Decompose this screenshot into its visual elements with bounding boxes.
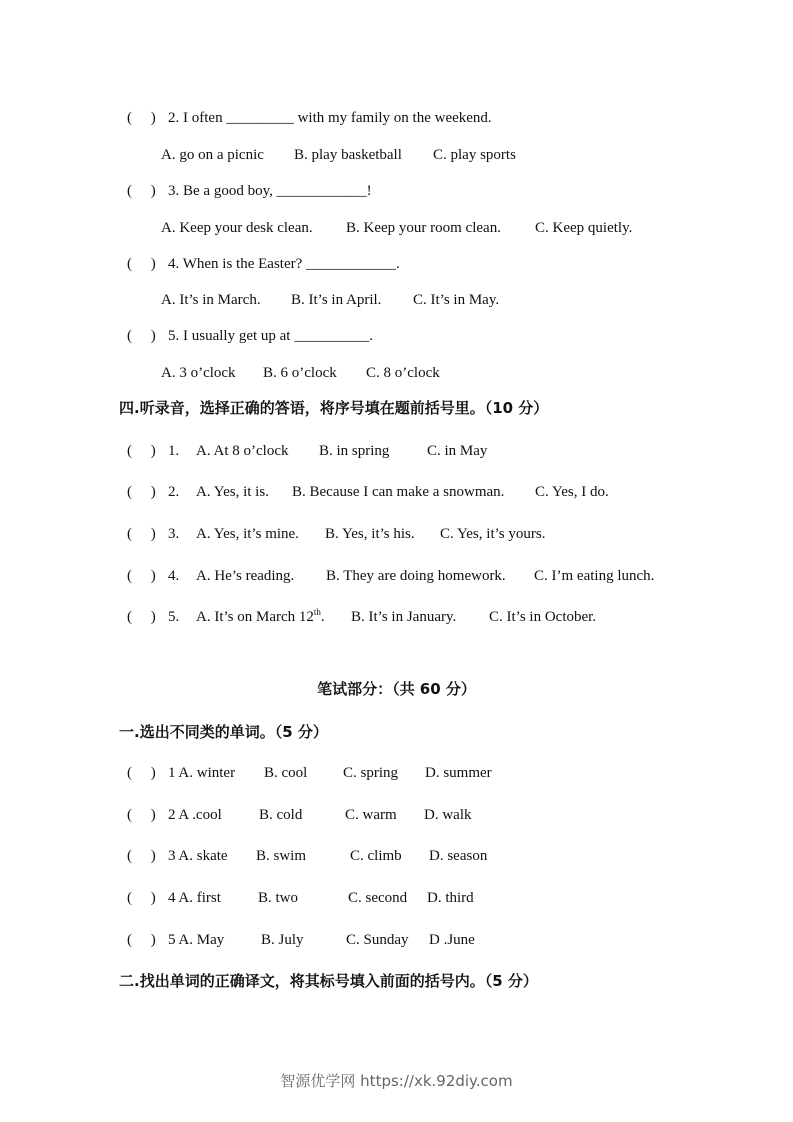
option-c: C. It’s in October. [489, 609, 597, 625]
item-number: 2. [168, 484, 180, 500]
item-number: 5. [168, 609, 180, 625]
option-b: B. It’s in January. [351, 609, 457, 625]
word-b: B. cold [259, 807, 303, 823]
option-b: B. It’s in April. [291, 292, 382, 308]
word-a: 2 A .cool [168, 807, 222, 823]
question-stem: 5. I usually get up at __________. [168, 328, 373, 344]
word-a: 4 A. first [168, 890, 221, 906]
word-b: B. two [258, 890, 299, 906]
answer-parentheses: ( ) [127, 807, 156, 823]
word-b: B. cool [264, 765, 308, 781]
option-b: B. Keep your room clean. [346, 220, 501, 236]
item-number: 3. [168, 526, 180, 542]
option-b: B. They are doing homework. [326, 568, 506, 584]
option-c: C. Yes, I do. [535, 484, 609, 500]
section-four-heading: 四.听录音，选择正确的答语，将序号填在题前括号里。（10 分） [119, 399, 549, 417]
answer-parentheses: ( ) [127, 183, 156, 199]
answer-parentheses: ( ) [127, 526, 156, 542]
word-d: D. third [427, 890, 474, 906]
word-b: B. July [261, 932, 304, 948]
option-a-text: A. It’s on March 12 [196, 609, 314, 625]
ordinal-suffix: th [313, 607, 321, 617]
option-b: B. Because I can make a snowman. [292, 484, 505, 500]
section-two-heading: 二.找出单词的正确译文，将其标号填入前面的括号内。（5 分） [119, 972, 538, 990]
option-b: B. Yes, it’s his. [325, 526, 415, 542]
option-a-period: . [320, 609, 325, 625]
item-number: 1. [168, 443, 180, 459]
word-c: C. climb [350, 848, 402, 864]
option-c: C. in May [427, 443, 488, 459]
answer-parentheses: ( ) [127, 765, 156, 781]
option-a: A. Yes, it is. [196, 484, 269, 500]
answer-parentheses: ( ) [127, 568, 156, 584]
option-a [196, 607, 325, 627]
section-one-heading: 一.选出不同类的单词。（5 分） [119, 723, 328, 741]
written-part-title: 笔试部分：（共 60 分） [317, 680, 476, 698]
answer-parentheses: ( ) [127, 932, 156, 948]
option-a: A. Keep your desk clean. [161, 220, 313, 236]
option-c: C. I’m eating lunch. [534, 568, 655, 584]
option-c: C. It’s in May. [413, 292, 500, 308]
answer-parentheses: ( ) [127, 609, 156, 625]
option-c: C. Keep quietly. [535, 220, 633, 236]
word-c: C. second [348, 890, 408, 906]
word-d: D. summer [425, 765, 492, 781]
word-b: B. swim [256, 848, 307, 864]
question-stem: 4. When is the Easter? ____________. [168, 256, 400, 272]
item-number: 4. [168, 568, 180, 584]
option-a: A. At 8 o’clock [196, 443, 289, 459]
word-d: D. walk [424, 807, 472, 823]
option-a: A. It’s in March. [161, 292, 261, 308]
option-a: A. Yes, it’s mine. [196, 526, 299, 542]
word-a: 5 A. May [168, 932, 225, 948]
answer-parentheses: ( ) [127, 848, 156, 864]
word-c: C. warm [345, 807, 397, 823]
word-c: C. spring [343, 765, 399, 781]
word-d: D .June [429, 932, 475, 948]
option-a: A. go on a picnic [161, 147, 264, 163]
option-b: B. play basketball [294, 147, 402, 163]
answer-parentheses: ( ) [127, 110, 156, 126]
answer-parentheses: ( ) [127, 443, 156, 459]
word-c: C. Sunday [346, 932, 409, 948]
question-stem: 3. Be a good boy, ____________! [168, 183, 372, 199]
option-b: B. 6 o’clock [263, 365, 337, 381]
option-c: C. play sports [433, 147, 516, 163]
word-a: 3 A. skate [168, 848, 228, 864]
answer-parentheses: ( ) [127, 890, 156, 906]
option-c: C. 8 o’clock [366, 365, 440, 381]
option-c: C. Yes, it’s yours. [440, 526, 546, 542]
option-a: A. He’s reading. [196, 568, 295, 584]
answer-parentheses: ( ) [127, 328, 156, 344]
option-b: B. in spring [319, 443, 390, 459]
word-a: 1 A. winter [168, 765, 236, 781]
option-a: A. 3 o’clock [161, 365, 236, 381]
answer-parentheses: ( ) [127, 256, 156, 272]
word-d: D. season [429, 848, 488, 864]
watermark-footer: 智源优学网 https://xk.92diy.com [280, 1072, 513, 1090]
answer-parentheses: ( ) [127, 484, 156, 500]
question-stem: 2. I often _________ with my family on the weekend. [168, 110, 492, 126]
